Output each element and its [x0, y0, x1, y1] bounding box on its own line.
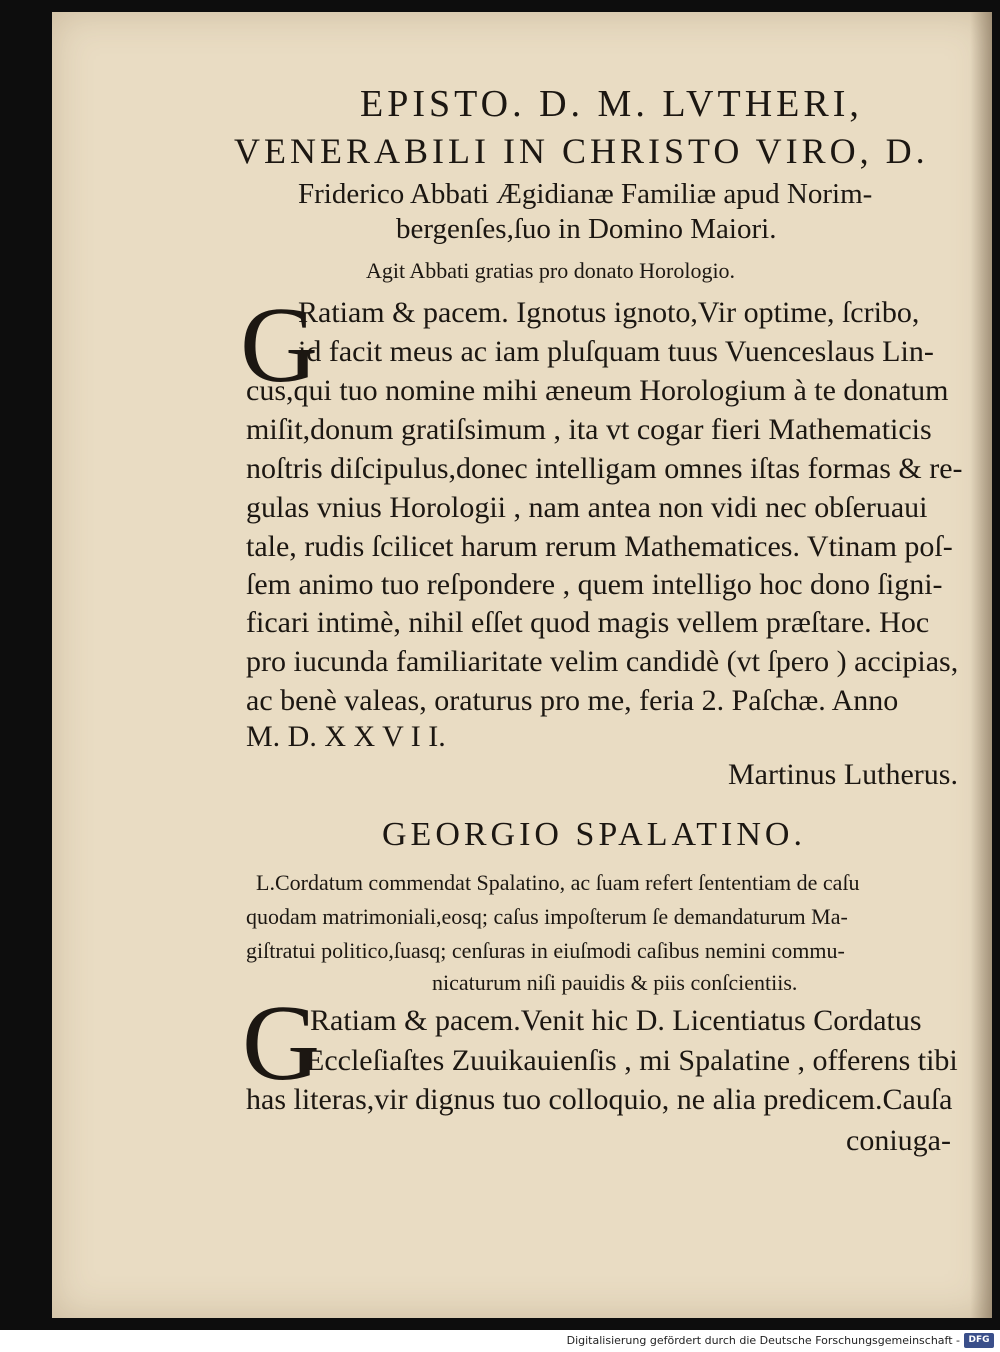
letter1-heading-line4: bergenſes,ſuo in Domino Maiori.	[396, 213, 777, 245]
letter2-summary-line: quodam matrimoniali,eosq; caſus impoſterum ſe demandaturum Ma-	[246, 904, 848, 929]
letter1-body-line: ficari intimè, nihil eſſet quod magis vellem præſtare. Hoc	[246, 606, 930, 639]
letter1-body-line: cus,qui tuo nomine mihi æneum Horologium à te donatum	[246, 374, 949, 407]
letter2-body-line: Eccleſiaſtes Zuuikauienſis , mi Spalatine , offerens tibi	[306, 1044, 958, 1077]
letter1-heading-line3: Friderico Abbati Ægidianæ Familiæ apud Norim-	[298, 178, 873, 210]
letter2-body-line: has literas,vir dignus tuo colloquio, ne alia predicem.Cauſa	[246, 1083, 953, 1116]
letter1-heading-line2: VENERABILI IN CHRISTO VIRO, D.	[234, 131, 929, 171]
letter1-body-line: Ratiam & pacem. Ignotus ignoto,Vir optime, ſcribo,	[298, 296, 920, 329]
letter1-body-line: tale, rudis ſcilicet harum rerum Mathematices. Vtinam poſ-	[246, 530, 953, 563]
letter1-body-line: id facit meus ac iam pluſquam tuus Vuenceslaus Lin-	[298, 335, 934, 368]
letter1-body-line: M. D. X X V I I.	[246, 720, 446, 753]
letter1-body-line: ſem animo tuo reſpondere , quem intelligo hoc dono ſigni-	[246, 568, 943, 601]
letter2-summary-line: nicaturum niſi pauidis & piis conſcientiis.	[432, 970, 798, 995]
letter1-body-line: ac benè valeas, oraturus pro me, feria 2. Paſchæ. Anno	[246, 684, 899, 717]
letter1-summary: Agit Abbati gratias pro donato Horologio.	[366, 258, 736, 283]
letter2-summary-line: L.Cordatum commendat Spalatino, ac ſuam refert ſententiam de caſu	[256, 870, 860, 895]
footer-credit: Digitalisierung gefördert durch die Deutsche Forschungsgemeinschaft -	[566, 1334, 960, 1347]
letter2-body-line: Ratiam & pacem.Venit hic D. Licentiatus Cordatus	[310, 1004, 922, 1037]
letter2-catchword: coniuga-	[846, 1124, 951, 1157]
letter1-body-line: miſit,donum gratiſsimum , ita vt cogar fieri Mathematicis	[246, 413, 932, 446]
letter1-drop-cap: G	[240, 286, 318, 405]
letter2-heading: GEORGIO SPALATINO.	[382, 816, 806, 853]
letter2-summary-line: giſtratui politico,ſuasq; cenſuras in eiuſmodi caſibus nemini commu-	[246, 938, 845, 963]
footer-bar	[0, 1330, 1000, 1352]
dfg-logo-icon[interactable]: DFG	[964, 1333, 994, 1348]
letter1-body-line: gulas vnius Horologii , nam antea non vidi nec obſeruaui	[246, 491, 928, 524]
letter2-drop-cap: G	[242, 984, 320, 1103]
letter1-heading-line1: EPISTO. D. M. LVTHERI,	[360, 83, 863, 125]
letter1-body-line: noſtris diſcipulus,donec intelligam omnes iſtas formas & re-	[246, 452, 963, 485]
letter1-signature: Martinus Lutherus.	[728, 758, 958, 791]
letter1-body-line: pro iucunda familiaritate velim candidè (vt ſpero ) accipias,	[246, 645, 959, 678]
